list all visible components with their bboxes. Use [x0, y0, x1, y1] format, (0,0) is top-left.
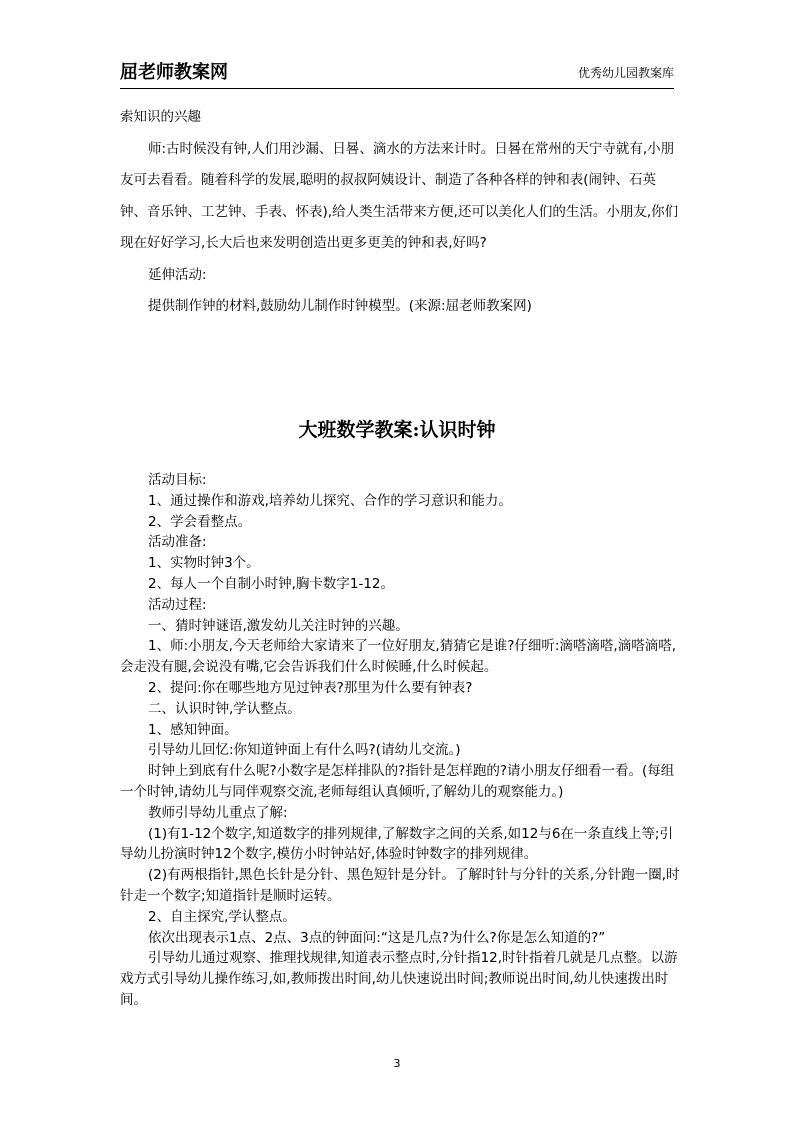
intro-paragraph: 师:古时候没有钟,人们用沙漏、日晷、滴水的方法来计时。日晷在常州的天宁寺就有,小朋友可去看看。随着科学的发展,聪明的叔叔阿姨设计、制造了各种各样的钟和表(闹钟、石英钟、音乐钟、工艺钟、手表、怀表),给人类生活带来方便,还可以美化人们的生活。小朋友,你们现在好好学习,长大后也来发明创造出更多更美的钟和表,好吗? — [120, 140, 679, 251]
page-number: 3 — [393, 1057, 401, 1070]
intro-section — [120, 102, 680, 323]
document-title: 大班数学教案:认识时钟 — [298, 419, 496, 441]
body-paragraph: 活动目标: — [148, 472, 207, 488]
body-paragraph: 1、感知钟面。 — [148, 721, 238, 738]
lesson-body — [120, 470, 680, 1011]
body-paragraph: 二、认识时钟,学认整点。 — [148, 700, 301, 717]
body-paragraph: (2)有两根指针,黑色长针是分针、黑色短针是分针。了解时针与分针的关系,分针跑一圈,时针走一个数字;知道指针是顺时运转。 — [120, 867, 680, 904]
body-paragraph: 引导幼儿通过观察、推理找规律,知道表示整点时,分针指12,时针指着几就是几点整。以游戏方式引导幼儿操作练习,如,教师拨出时间,幼儿快速说出时间;教师说出时间,幼儿快速拨出时间。 — [120, 950, 678, 1008]
body-paragraph: 2、每人一个自制小时钟,胸卡数字1-12。 — [148, 575, 395, 592]
site-tagline: 优秀幼儿园教案库 — [577, 66, 674, 80]
page-header — [120, 58, 674, 88]
body-paragraph: 2、自主探究,学认整点。 — [148, 908, 296, 925]
body-paragraph: 1、实物时钟3个。 — [148, 555, 260, 572]
body-paragraph: 一、猜时钟谜语,激发幼儿关注时钟的兴趣。 — [148, 617, 409, 634]
body-paragraph: (1)有1-12个数字,知道数字的排列规律,了解数字之间的关系,如12与6在一条直线上等;引导幼儿扮演时钟12个数字,模仿小时钟站好,体验时钟数字的排列规律。 — [120, 825, 673, 863]
body-paragraph: 依次出现表示1点、2点、3点的钟面问:“这是几点?为什么?你是怎么知道的?” — [148, 929, 606, 946]
body-paragraph: 教师引导幼儿重点了解: — [148, 804, 288, 821]
body-paragraph: 活动过程: — [148, 596, 207, 613]
intro-paragraph: 提供制作钟的材料,鼓励幼儿制作时钟模型。(来源:屈老师教案网) — [148, 298, 532, 314]
body-paragraph: 2、学会看整点。 — [148, 513, 252, 530]
body-paragraph: 引导幼儿回忆:你知道钟面上有什么吗?(请幼儿交流。) — [148, 742, 461, 759]
body-paragraph: 时钟上到底有什么呢?小数字是怎样排队的?指针是怎样跑的?请小朋友仔细看一看。(每组一个时钟,请幼儿与同伴观察交流,老师每组认真倾听,了解幼儿的观察能力。) — [120, 763, 675, 800]
header-divider — [120, 88, 674, 89]
site-name: 屈老师教案网 — [120, 62, 228, 83]
body-paragraph: 1、通过操作和游戏,培养幼儿探究、合作的学习意识和能力。 — [148, 492, 512, 509]
body-paragraph: 活动准备: — [148, 534, 207, 551]
body-paragraph: 1、师:小朋友,今天老师给大家请来了一位好朋友,猜猜它是谁?仔细听:滴嗒滴嗒,滴嗒滴嗒,会走没有腿,会说没有嘴,它会告诉我们什么时候睡,什么时候起。 — [120, 638, 677, 676]
intro-paragraph: 索知识的兴趣 — [120, 109, 201, 125]
intro-paragraph: 延伸活动: — [148, 266, 207, 283]
body-paragraph: 2、提问:你在哪些地方见过钟表?那里为什么要有钟表? — [148, 679, 473, 696]
